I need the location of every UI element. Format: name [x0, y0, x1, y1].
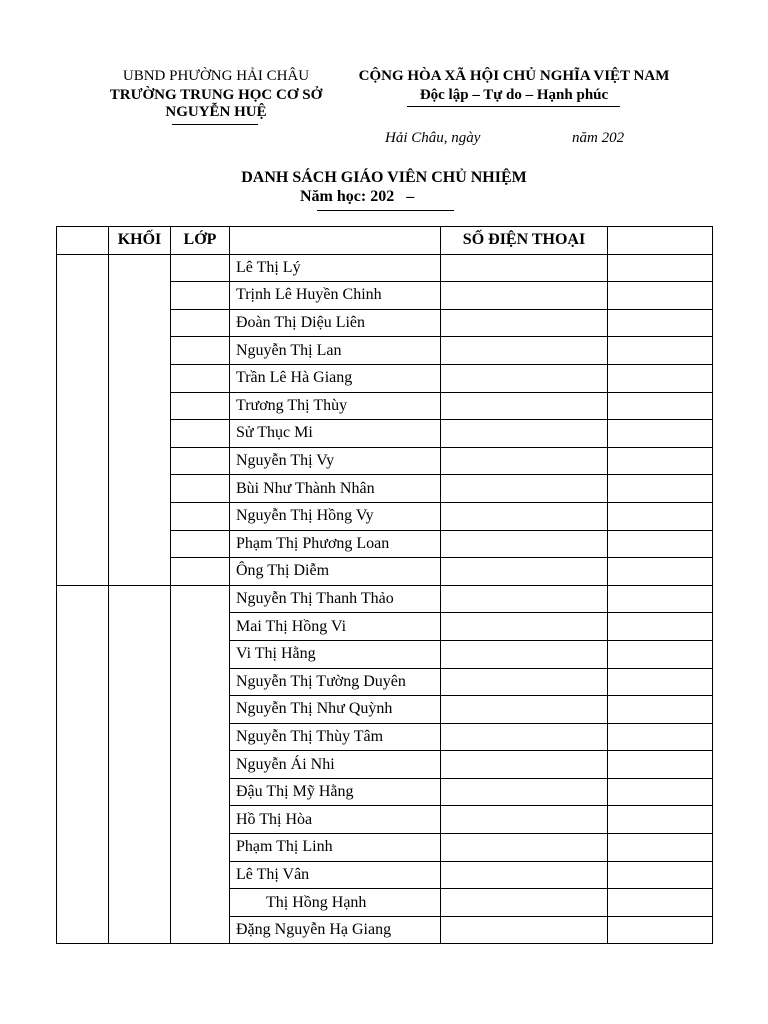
extra-cell: [608, 392, 713, 420]
extra-cell: [608, 447, 713, 475]
extra-cell: [608, 364, 713, 392]
extra-cell: [608, 668, 713, 696]
header-index: [57, 227, 109, 255]
teacher-name: Sử Thục Mi: [230, 420, 441, 448]
teacher-name: Nguyễn Ái Nhi: [230, 751, 441, 779]
header-grade: KHỐI: [109, 227, 171, 255]
class-cell: [171, 337, 230, 365]
school-name-underline: [172, 124, 258, 125]
extra-cell: [608, 751, 713, 779]
phone-cell: [441, 530, 608, 558]
school-year-underline: [317, 210, 454, 211]
phone-cell: [441, 751, 608, 779]
extra-cell: [608, 254, 713, 282]
header-phone: SỐ ĐIỆN THOẠI: [441, 227, 608, 255]
phone-cell: [441, 364, 608, 392]
phone-cell: [441, 778, 608, 806]
table-row: [57, 585, 713, 613]
teacher-name: Mai Thị Hồng Vi: [230, 613, 441, 641]
phone-cell: [441, 254, 608, 282]
extra-cell: [608, 806, 713, 834]
teacher-name: Nguyễn Thị Thanh Thảo: [230, 585, 441, 613]
date-prefix: Hải Châu, ngày: [385, 130, 481, 146]
motto-underline: [407, 106, 620, 107]
phone-cell: [441, 309, 608, 337]
class-cell: [171, 475, 230, 503]
phone-cell: [441, 337, 608, 365]
phone-cell: [441, 282, 608, 310]
teacher-roster-table: [56, 226, 713, 944]
header-extra: [608, 227, 713, 255]
group1-index-cell: [57, 254, 109, 585]
phone-cell: [441, 585, 608, 613]
header-name: [230, 227, 441, 255]
teacher-name: Trịnh Lê Huyền Chinh: [230, 282, 441, 310]
teacher-name: Nguyễn Thị Hồng Vy: [230, 502, 441, 530]
group1-grade-cell: [109, 254, 171, 585]
phone-cell: [441, 558, 608, 586]
school-year: Năm học: 202 –: [300, 188, 415, 205]
class-cell: [171, 420, 230, 448]
phone-cell: [441, 916, 608, 944]
class-cell: [171, 309, 230, 337]
extra-cell: [608, 282, 713, 310]
extra-cell: [608, 723, 713, 751]
extra-cell: [608, 337, 713, 365]
phone-cell: [441, 806, 608, 834]
document-title: DANH SÁCH GIÁO VIÊN CHỦ NHIỆM: [241, 169, 527, 186]
phone-cell: [441, 447, 608, 475]
teacher-name: Thị Hồng Hạnh: [230, 889, 441, 917]
phone-cell: [441, 668, 608, 696]
teacher-name: Đặng Nguyễn Hạ Giang: [230, 916, 441, 944]
teacher-name: Phạm Thị Linh: [230, 834, 441, 862]
teacher-name: Nguyễn Thị Lan: [230, 337, 441, 365]
group2-class-cell: [171, 585, 230, 944]
teacher-name: Phạm Thị Phương Loan: [230, 530, 441, 558]
extra-cell: [608, 640, 713, 668]
country-name: CỘNG HÒA XÃ HỘI CHỦ NGHĨA VIỆT NAM: [358, 68, 670, 84]
teacher-name: Vi Thị Hằng: [230, 640, 441, 668]
phone-cell: [441, 889, 608, 917]
extra-cell: [608, 916, 713, 944]
phone-cell: [441, 475, 608, 503]
extra-cell: [608, 420, 713, 448]
teacher-name: Lê Thị Lý: [230, 254, 441, 282]
phone-cell: [441, 861, 608, 889]
school-type: TRƯỜNG TRUNG HỌC CƠ SỞ: [109, 87, 323, 103]
extra-cell: [608, 834, 713, 862]
phone-cell: [441, 834, 608, 862]
teacher-name: Đoàn Thị Diệu Liên: [230, 309, 441, 337]
teacher-name: Bùi Như Thành Nhân: [230, 475, 441, 503]
extra-cell: [608, 861, 713, 889]
teacher-name: Nguyễn Thị Vy: [230, 447, 441, 475]
phone-cell: [441, 723, 608, 751]
phone-cell: [441, 420, 608, 448]
phone-cell: [441, 392, 608, 420]
teacher-name: Hồ Thị Hòa: [230, 806, 441, 834]
teacher-name: Trần Lê Hà Giang: [230, 364, 441, 392]
national-motto: Độc lập – Tự do – Hạnh phúc: [419, 87, 609, 103]
class-cell: [171, 364, 230, 392]
class-cell: [171, 447, 230, 475]
teacher-name: Nguyễn Thị Như Quỳnh: [230, 696, 441, 724]
class-cell: [171, 558, 230, 586]
extra-cell: [608, 530, 713, 558]
extra-cell: [608, 585, 713, 613]
phone-cell: [441, 613, 608, 641]
teacher-name: Đậu Thị Mỹ Hằng: [230, 778, 441, 806]
group2-index-cell: [57, 585, 109, 944]
teacher-name: Nguyễn Thị Thùy Tâm: [230, 723, 441, 751]
date-suffix: năm 202: [572, 130, 625, 146]
teacher-name: Lê Thị Vân: [230, 861, 441, 889]
phone-cell: [441, 696, 608, 724]
teacher-name: Nguyễn Thị Tường Duyên: [230, 668, 441, 696]
phone-cell: [441, 640, 608, 668]
district-name: UBND PHƯỜNG HẢI CHÂU: [122, 68, 310, 84]
class-cell: [171, 502, 230, 530]
extra-cell: [608, 558, 713, 586]
school-name: NGUYỄN HUỆ: [165, 104, 267, 120]
class-cell: [171, 530, 230, 558]
class-cell: [171, 254, 230, 282]
class-cell: [171, 282, 230, 310]
header-class: LỚP: [171, 227, 230, 255]
extra-cell: [608, 778, 713, 806]
table-row: [57, 254, 713, 282]
teacher-name: Trương Thị Thùy: [230, 392, 441, 420]
table-header-row: [57, 227, 713, 255]
extra-cell: [608, 696, 713, 724]
phone-cell: [441, 502, 608, 530]
extra-cell: [608, 502, 713, 530]
class-cell: [171, 392, 230, 420]
extra-cell: [608, 613, 713, 641]
extra-cell: [608, 475, 713, 503]
teacher-name: Ông Thị Diễm: [230, 558, 441, 586]
extra-cell: [608, 309, 713, 337]
group2-grade-cell: [109, 585, 171, 944]
extra-cell: [608, 889, 713, 917]
